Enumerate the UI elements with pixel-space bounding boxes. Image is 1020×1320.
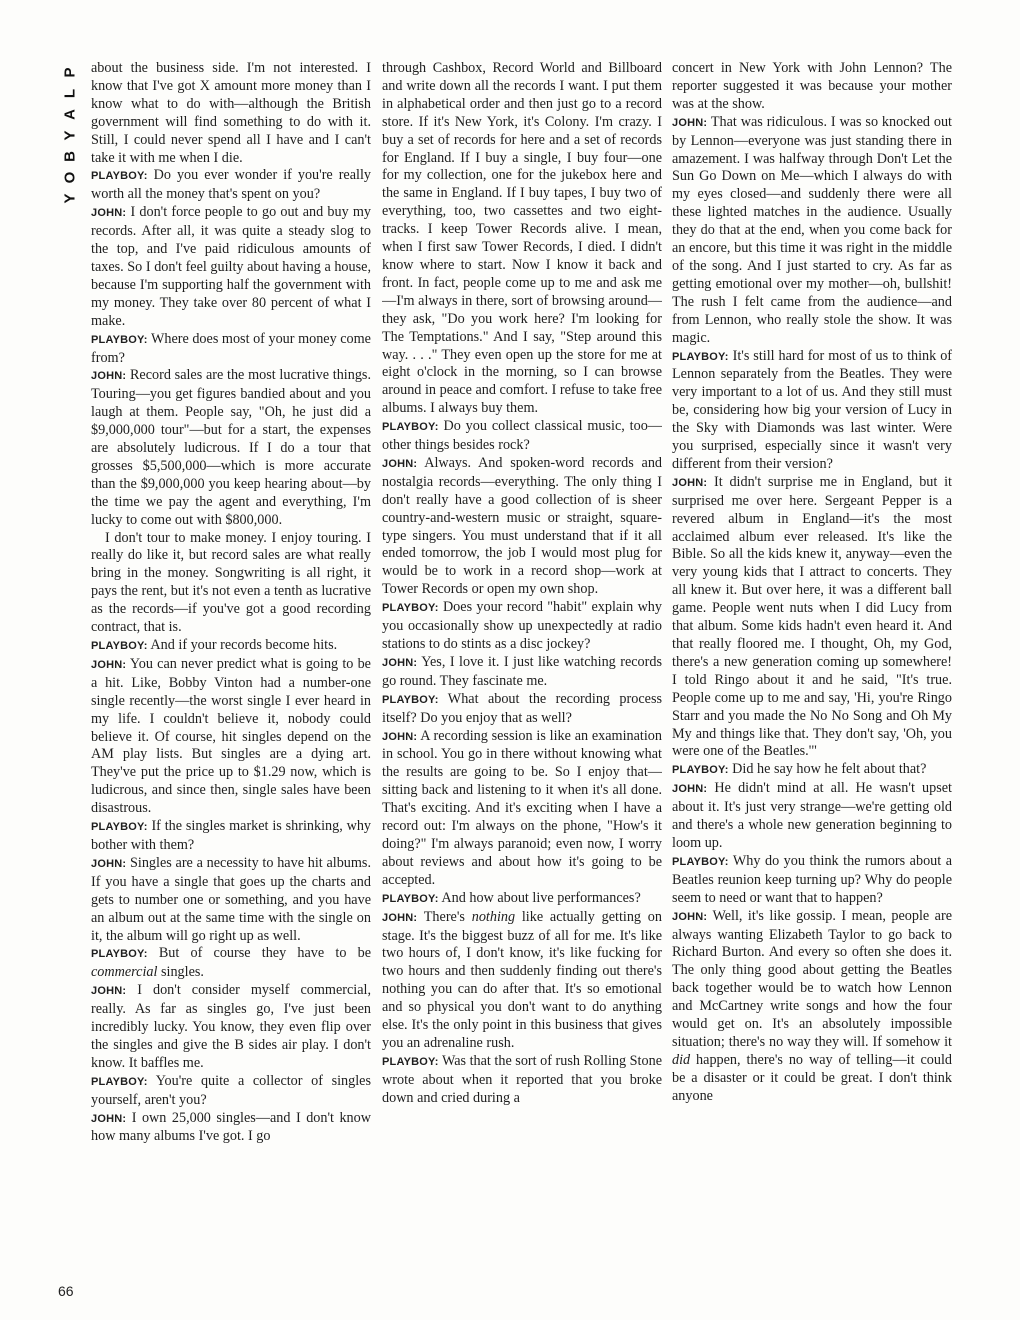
interview-paragraph [672,761,952,780]
interview-paragraph [91,367,371,529]
paragraph-text: through Cashbox, Record World and Billboard and write down all the records I want. I put them in alphabetical order and then just go to a record store. If it's New York, it's Colony. I'm crazy. I buy a set of records for here and a set of records for England. If I buy a single, I buy four—one for my collection, one for the jukebox here and the same in England. If I buy tapes, I buy two of everything, too, two cassettes and two eight-tracks. I keep Tower Records alive. I mean, when I first saw Tower Records, I died. I didn't know where to start. Now I know it back and front. In fact, people come up to me and ask me—I'm always in there, sort of browsing around—they ask, "Do you work here? I'm looking for The Temptations." And I say, "Step around this way. . . ." They even open up the store for me at eight o'clock in the morning, so I can browse around in peace and comfort. I refuse to take free albums. I always buy them. [382,60,662,417]
speaker-label: PLAYBOY: [672,855,729,868]
paragraph-text: What about the recording process itself? Do you enjoy that as well? [382,690,662,726]
paragraph-text: I don't force people to go out and buy my records. After all, it was quite a steady slog to the top, and I've paid ridiculous amounts of taxes. So I don't feel guilty about having a house, because I'm supporting half the government with my money. They take over 80 percent of what I make. [91,204,371,329]
paragraph-text: But of course they have to be [158,945,371,962]
paragraph-text: concert in New York with John Lennon? The reporter suggested it was because your mother was at the show. [672,60,952,112]
paragraph-text: A recording session is like an examination in school. You go in there without knowing what the results are going to be. So I enjoy that—sitting back and listening to it when it's all done. That's exciting. And it's exciting when I have a record out: I'm always on the phone, "How's it doing?" I'm always paranoid; even now, I worry about reviews and about how it's going to be accepted. [382,727,662,888]
interview-paragraph [91,1073,371,1110]
paragraph-text: And how about live performances? [441,889,641,906]
interview-paragraph [672,60,952,114]
paragraph-text: You can never predict what is going to be a hit. Like, Bobby Vinton had a number-one single recently—the worst single I ever heard in my life. I couldn't believe it, nobody could believe it. Of course, hit singles depend on the AM play lists. But singles are a dying art. They've put the price up to $1.29 now, which is ludicrous, and since then, single sales have been disastrous. [91,655,371,817]
interview-paragraph [91,167,371,204]
title-letter: B [61,151,79,162]
interview-paragraph [672,908,952,1106]
paragraph-text: Record sales are the most lucrative things. Touring—you get figures bandied about and you laugh at them. People say, "Oh, he just did a $9,000,000 tour"—but for a start, the expenses are absolutely ludicrous. If I do a tour that grosses $5,500,000—which is more accurate than the $9,000,000 you keep hearing about—by the time we pay the agent and everything, I'm lucky to come out with $800,000. [91,367,371,528]
paragraph-text: Does your record "habit" explain why you occasionally show up unexpectedly at radio stations to do stints as a disc jockey? [382,599,662,652]
interview-paragraph [91,855,371,946]
paragraph-text: I own 25,000 singles—and I don't know how many albums I've got. I go [91,1109,371,1145]
italic-text: commercial [91,964,158,981]
speaker-label: PLAYBOY: [91,821,148,834]
interview-paragraph [672,780,952,853]
speaker-label: JOHN: [91,370,127,383]
text-column-2 [382,60,662,1310]
interview-paragraph [91,637,371,656]
paragraph-text: He didn't mind at all. He wasn't upset about it. It's just very strange—we're getting old and there's a whole new generation beginning to loom up. [672,780,952,851]
interview-paragraph [382,728,662,890]
interview-paragraph [382,909,662,1053]
interview-paragraph [91,945,371,982]
paragraph-text: It didn't surprise me in England, but it surprised me over here. Sergeant Pepper is a revered album in England—it's the most acclaimed album ever released. It's like the Bible. So all the kids knew it, anyway—even the very young kids that I attract to concerts. They all knew it. But over here, it was a different ball game. People went nuts when I did Lucy from that album. Some kids hadn't even heard it. And that really floored me. I thought, Oh, my God, there's a new generation coming up somewhere! I told Ringo about it and he said, "It's true. People come up to me and say, 'Hi, you're Ringo Starr and you made the No No Song and Oh My My and things like that. They don't say, 'Oh, you were one of the Beatles.'" [672,473,952,760]
speaker-label: JOHN: [91,985,127,998]
paragraph-text: Do you collect classical music, too—other things besides rock? [382,418,662,454]
paragraph-text-continued: happen, there's no way of telling—it could be a disaster or it could be great. I don't think anyone [672,1051,952,1104]
speaker-label: JOHN: [382,730,418,743]
paragraph-text: I don't consider myself commercial, really. As far as singles go, I've just been incredibly lucky. You know, they even flip over the singles and give the B sides air play. I don't know. It baffles me. [91,982,371,1071]
speaker-label: JOHN: [91,658,127,671]
speaker-label: PLAYBOY: [91,170,148,183]
interview-paragraph [91,1110,371,1147]
interview-paragraph [91,204,371,330]
speaker-label: JOHN: [672,476,708,489]
paragraph-text: If the singles market is shrinking, why bother with them? [91,818,371,853]
speaker-label: PLAYBOY: [382,421,439,434]
paragraph-text: Singles are a necessity to have hit albums. If you have a single that goes up the charts and gets to number one or something, and you have an album out at the same time with the single on it, the album will go right up as well. [91,854,371,944]
interview-paragraph [672,348,952,474]
interview-paragraph [382,60,662,418]
paragraph-text: It's still hard for most of us to think of Lennon separately from the Beatles. They were very important to a lot of us. And they still must be, considering how big your version of Lucy in the Sky with Diamonds was last winter. Were you surprised, especially since it wasn't very different from their version? [672,347,952,472]
speaker-label: PLAYBOY: [672,764,729,777]
speaker-label: PLAYBOY: [91,1075,148,1088]
magazine-title-vertical [55,62,85,209]
paragraph-text: Was that the sort of rush Rolling Stone wrote about when it reported that you broke down and cried during a [382,1052,662,1106]
page-number: 66 [58,1283,74,1299]
interview-paragraph [382,418,662,455]
paragraph-text: I don't tour to make money. I enjoy touring. I really do like it, but record sales are what really bring in the money. Songwriting is all right, it pays the rent, but it's not even a tenth as lucrative as the records—if you've got a good recording contract, that is. [91,529,371,636]
title-letter: P [61,67,79,78]
interview-paragraph [382,1053,662,1108]
paragraph-text-continued: singles. [157,964,204,981]
speaker-label: PLAYBOY: [382,892,439,905]
title-letter: A [61,109,79,120]
paragraph-text: And if your records become hits. [150,637,338,653]
interview-paragraph [382,654,662,691]
interview-paragraph [91,818,371,855]
speaker-label: PLAYBOY: [91,640,148,652]
speaker-label: JOHN: [382,457,418,470]
interview-paragraph [91,982,371,1073]
interview-paragraph [382,890,662,909]
speaker-label: PLAYBOY: [382,602,439,615]
paragraph-text: Well, it's like gossip. I mean, people are always wanting Elizabeth Taylor to go back to Richard Burton. And every so often she does it. The only thing good about getting the Beatles back together would be to watch how Lennon and McCartney write songs and how the four would get on. It's an absolutely impossible situation; there's no way they will. If somehow it [672,907,952,1050]
paragraph-text: Do you ever wonder if you're really worth all the money that's spent on you? [91,167,371,203]
interview-paragraph [382,599,662,654]
speaker-label: PLAYBOY: [382,1055,439,1068]
paragraph-text: Why do you think the rumors about a Beatles reunion keep turning up? Why do people seem to need or want that to happen? [672,852,952,906]
speaker-label: JOHN: [382,656,418,669]
paragraph-text-continued: like actually getting on stage. It's the biggest buzz of all for me. It's like two hours of, I don't know, it's like fucking for two hours and then suddenly finding out there's nothing you can do after that. It's so emotional and so physical you don't want to do anything else. It's the only point in this business that gives you an adrenaline rush. [382,908,662,1051]
speaker-label: JOHN: [91,207,127,220]
interview-paragraph [382,691,662,728]
speaker-label: JOHN: [672,783,708,796]
interview-paragraph [382,455,662,599]
speaker-label: JOHN: [91,857,127,870]
text-column-1 [91,60,371,1310]
interview-paragraph [91,656,371,818]
speaker-label: JOHN: [91,1112,127,1125]
paragraph-text: Always. And spoken-word records and nostalgia records—everything. The only thing I don't really have a good collection of is sheer country-and-western music or straight, square-type singers. You must understand that if it all ended tomorrow, the job I would most plug for would be to work in a record shop—work at Tower Records or open my own shop. [382,454,662,598]
paragraph-text: You're quite a collector of singles yourself, aren't you? [91,1072,371,1108]
text-column-3 [672,60,952,1310]
title-letter: Y [61,193,79,204]
italic-text: did [672,1051,691,1068]
speaker-label: PLAYBOY: [672,350,729,363]
paragraph-text: Where does most of your money come from? [91,330,371,366]
speaker-label: PLAYBOY: [91,948,148,961]
title-letter: Y [61,130,79,141]
speaker-label: JOHN: [382,911,418,924]
interview-paragraph [672,114,952,348]
speaker-label: JOHN: [672,116,708,129]
speaker-label: JOHN: [672,910,708,923]
interview-paragraph [672,853,952,908]
paragraph-text: Did he say how he felt about that? [732,761,927,778]
paragraph-text: There's [423,908,465,925]
interview-paragraph [672,474,952,762]
speaker-label: PLAYBOY: [91,333,148,346]
title-letter: L [61,88,79,99]
paragraph-text: Yes, I love it. I just like watching records go round. They fascinate me. [382,653,662,689]
paragraph-text: about the business side. I'm not interested. I know that I've got X amount more money than I know what to do with—although the British government will find something to do with it. Still, I could never spend all I have and I can't take it with me when I die. [91,60,371,166]
interview-paragraph [91,60,371,167]
interview-paragraph [91,530,371,637]
speaker-label: PLAYBOY: [382,693,439,706]
paragraph-text: That was ridiculous. I was so knocked out by Lennon—everyone was just standing there in amazement. I was halfway through Don't Let the Sun Go Down on Me—which I always do with my eyes closed—and suddenly there were all these lighted matches in the audience. Usually they do that at the end, when you come back for an encore, but this time it was right in the middle of the song. And I just started to cry. As far as getting emotional over my mother—oh, bullshit! The rush I felt came from the audience—and from Lennon, who really stole the show. It was magic. [672,113,952,346]
italic-text: nothing [471,908,516,925]
title-letter: O [61,171,79,184]
interview-paragraph [91,331,371,368]
